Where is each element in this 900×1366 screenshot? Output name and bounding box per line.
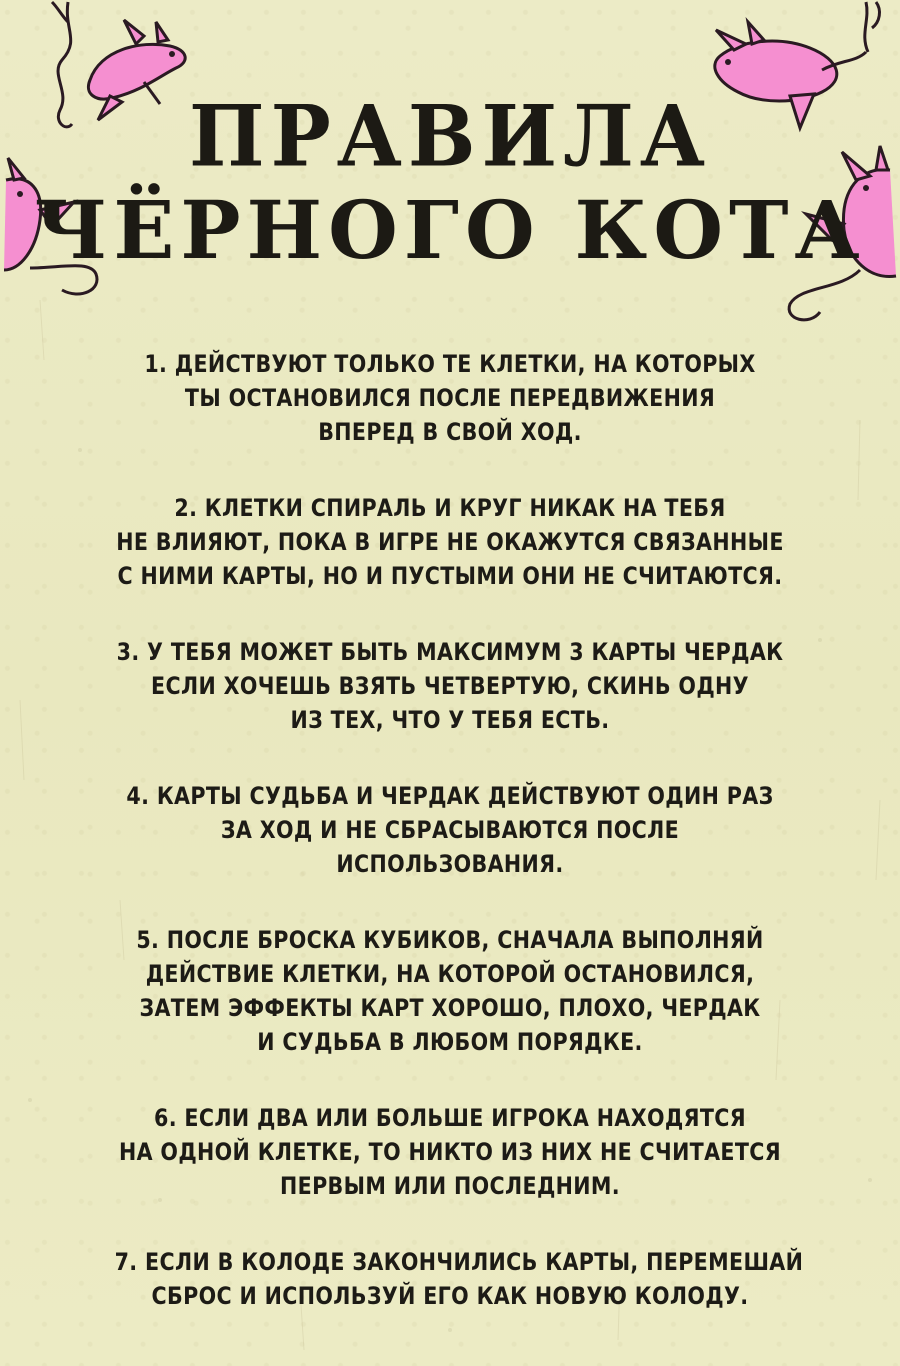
rule-line: ДЕЙСТВИЕ КЛЕТКИ, НА КОТОРОЙ ОСТАНОВИЛСЯ,	[145, 960, 755, 988]
rule-item-7	[114, 1245, 804, 1313]
rule-line: 3. У ТЕБЯ МОЖЕТ БЫТЬ МАКСИМУМ 3 КАРТЫ ЧЕРДАК	[116, 638, 784, 666]
rule-line: И СУДЬБА В ЛЮБОМ ПОРЯДКЕ.	[257, 1028, 643, 1056]
rule-line: 7. ЕСЛИ В КОЛОДЕ ЗАКОНЧИЛИСЬ КАРТЫ, ПЕРЕМЕШАЙ	[114, 1248, 804, 1276]
rule-item-4	[115, 779, 786, 881]
rule-item-1	[115, 347, 786, 449]
rule-item-5	[115, 923, 786, 1059]
rule-line: НА ОДНОЙ КЛЕТКЕ, ТО НИКТО ИЗ НИХ НЕ СЧИТАЕТСЯ	[118, 1138, 782, 1166]
rule-item-2	[115, 491, 786, 593]
rule-line: 4. КАРТЫ СУДЬБА И ЧЕРДАК ДЕЙСТВУЮТ ОДИН РАЗ	[126, 782, 774, 810]
rule-line: 2. КЛЕТКИ СПИРАЛЬ И КРУГ НИКАК НА ТЕБЯ	[174, 494, 726, 522]
rules-list	[60, 347, 840, 1355]
rule-line: ЗАТЕМ ЭФФЕКТЫ КАРТ ХОРОШО, ПЛОХО, ЧЕРДАК	[139, 994, 761, 1022]
rule-line: НЕ ВЛИЯЮТ, ПОКА В ИГРЕ НЕ ОКАЖУТСЯ СВЯЗАННЫЕ	[116, 528, 784, 556]
rule-line: ИЗ ТЕХ, ЧТО У ТЕБЯ ЕСТЬ.	[290, 706, 610, 734]
rule-line: ЕСЛИ ХОЧЕШЬ ВЗЯТЬ ЧЕТВЕРТУЮ, СКИНЬ ОДНУ	[151, 672, 749, 700]
rule-line: 6. ЕСЛИ ДВА ИЛИ БОЛЬШЕ ИГРОКА НАХОДЯТСЯ	[154, 1104, 746, 1132]
rule-item-3	[115, 635, 786, 737]
rule-line: ЗА ХОД И НЕ СБРАСЫВАЮТСЯ ПОСЛЕ	[220, 816, 680, 844]
rule-line: ИСПОЛЬЗОВАНИЯ.	[336, 850, 564, 878]
rule-line: СБРОС И ИСПОЛЬЗУЙ ЕГО КАК НОВУЮ КОЛОДУ.	[151, 1282, 749, 1310]
page-title-line2: ЧЁРНОГО КОТА	[34, 183, 866, 277]
rule-line: С НИМИ КАРТЫ, НО И ПУСТЫМИ ОНИ НЕ СЧИТАЮТСЯ.	[117, 562, 783, 590]
rule-line: ТЫ ОСТАНОВИЛСЯ ПОСЛЕ ПЕРЕДВИЖЕНИЯ	[184, 384, 716, 412]
rule-line: ВПЕРЕД В СВОЙ ХОД.	[318, 418, 582, 446]
rule-line: 1. ДЕЙСТВУЮТ ТОЛЬКО ТЕ КЛЕТКИ, НА КОТОРЫХ	[144, 350, 756, 378]
rule-line: 5. ПОСЛЕ БРОСКА КУБИКОВ, СНАЧАЛА ВЫПОЛНЯЙ	[136, 926, 764, 954]
page-title-line1: ПРАВИЛА	[189, 86, 711, 186]
rule-line: ПЕРВЫМ ИЛИ ПОСЛЕДНИМ.	[280, 1172, 620, 1200]
rule-item-6	[115, 1101, 786, 1203]
